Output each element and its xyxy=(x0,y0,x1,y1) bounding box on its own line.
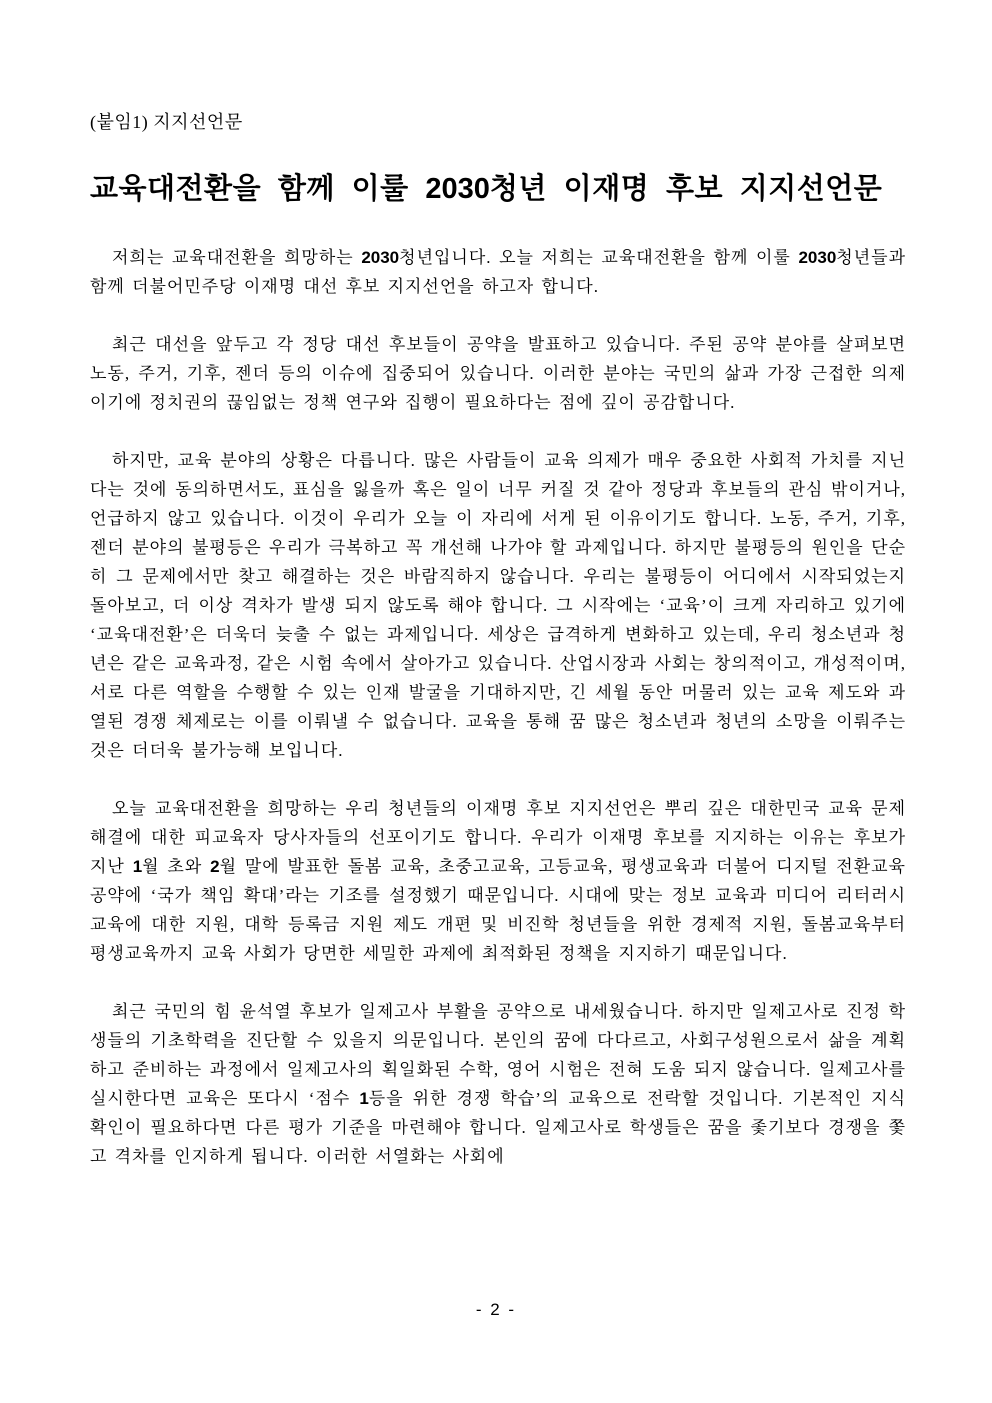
document-body xyxy=(90,243,906,1200)
paragraph-election-pledges: 최근 대선을 앞두고 각 정당 대선 후보들이 공약을 발표하고 있습니다. 주된 공약 분야를 살펴보면 노동, 주거, 기후, 젠더 등의 이슈에 집중되어 있습니다. 이러한 분야는 국민의 삶과 가장 근접한 의제이기에 정치권의 끊임없는 정책 연구와 집행이 필요하다는 점에 깊이 공감합니다. xyxy=(90,335,906,412)
document-title: 교육대전환을 함께 이룰 2030청년 이재명 후보 지지선언문 xyxy=(90,173,883,205)
paragraph-declaration-intro: 저희는 교육대전환을 희망하는 2030청년입니다. 오늘 저희는 교육대전환을 함께 이룰 2030청년들과 함께 더불어민주당 이재명 대선 후보 지지선언을 하고자 합니다. xyxy=(90,248,906,296)
paragraph-standardized-test-criticism: 최근 국민의 힘 윤석열 후보가 일제고사 부활을 공약으로 내세웠습니다. 하지만 일제고사로 진정 학생들의 기초학력을 진단할 수 있을지 의문입니다. 본인의 꿈에 다다르고, 사회구성원으로서 삶을 계획하고 준비하는 과정에서 일제고사의 획일화된 수학, 영어 시험은 전혀 도움 되지 않습니다. 일제고사를 실시한다면 교육은 또다시 ‘점수 1등을 위한 경쟁 학습’의 교육으로 전락할 것입니다. 기본적인 지식 확인이 필요하다면 다른 평가 기준을 마련해야 합니다. 일제고사로 학생들은 꿈을 좇기보다 경쟁을 쫓고 격차를 인지하게 됩니다. 이러한 서열화는 사회에 xyxy=(90,1002,906,1166)
paragraph-education-issue: 하지만, 교육 분야의 상황은 다릅니다. 많은 사람들이 교육 의제가 매우 중요한 사회적 가치를 지닌다는 것에 동의하면서도, 표심을 잃을까 혹은 일이 너무 커질 것 같아 정당과 후보들의 관심 밖이거나, 언급하지 않고 있습니다. 이것이 우리가 오늘 이 자리에 서게 된 이유이기도 합니다. 노동, 주거, 기후, 젠더 분야의 불평등은 우리가 극복하고 꼭 개선해 나가야 할 과제입니다. 하지만 불평등의 원인을 단순히 그 문제에서만 찾고 해결하는 것은 바람직하지 않습니다. 우리는 불평등이 어디에서 시작되었는지 돌아보고, 더 이상 격차가 발생 되지 않도록 해야 합니다. 그 시작에는 ‘교육’이 크게 자리하고 있기에 ‘교육대전환’은 더욱더 늦출 수 없는 과제입니다. 세상은 급격하게 변화하고 있는데, 우리 청소년과 청년은 같은 교육과정, 같은 시험 속에서 살아가고 있습니다. 산업시장과 사회는 창의적이고, 개성적이며, 서로 다른 역할을 수행할 수 있는 인재 발굴을 기대하지만, 긴 세월 동안 머물러 있는 교육 제도와 과열된 경쟁 체제로는 이를 이뤄낼 수 없습니다. 교육을 통해 꿈 많은 청소년과 청년의 소망을 이뤄주는 것은 더더욱 불가능해 보입니다. xyxy=(90,451,906,760)
page-number: - 2 - xyxy=(475,1300,517,1319)
attachment-label: (붙임1) 지지선언문 xyxy=(90,112,243,132)
paragraph-support-reasons: 오늘 교육대전환을 희망하는 우리 청년들의 이재명 후보 지지선언은 뿌리 깊은 대한민국 교육 문제 해결에 대한 피교육자 당사자들의 선포이기도 합니다. 우리가 이재명 후보를 지지하는 이유는 후보가 지난 1월 초와 2월 말에 발표한 돌봄 교육, 초중고교육, 고등교육, 평생교육과 더불어 디지털 전환교육 공약에 ‘국가 책임 확대’라는 기조를 설정했기 때문입니다. 시대에 맞는 정보 교육과 미디어 리터러시 교육에 대한 지원, 대학 등록금 지원 제도 개편 및 비진학 청년들을 위한 경제적 지원, 돌봄교육부터 평생교육까지 교육 사회가 당면한 세밀한 과제에 최적화된 정책을 지지하기 때문입니다. xyxy=(90,799,906,963)
